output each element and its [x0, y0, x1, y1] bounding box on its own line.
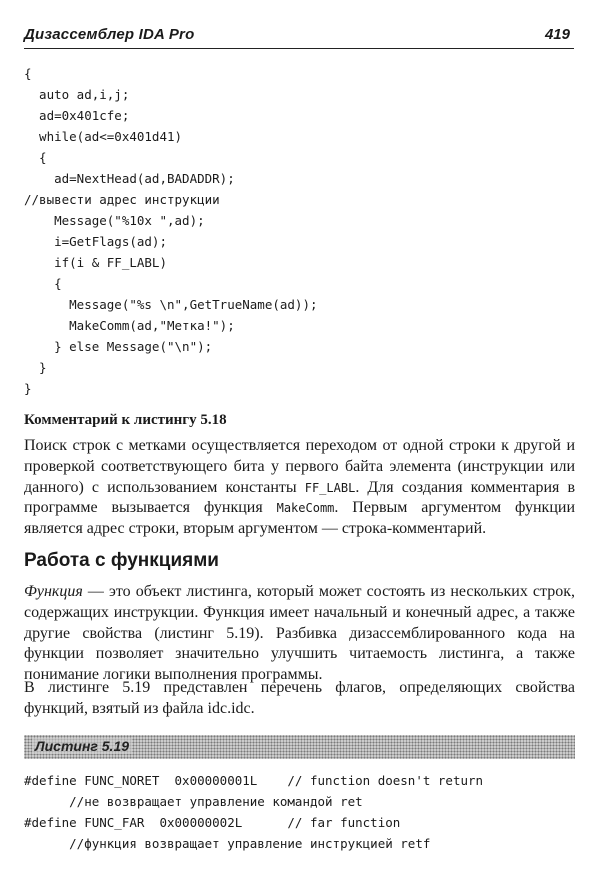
comment-text-3: . Первым аргументом функции является адрес строки, вторым аргументом — строка-комментарий.: [24, 499, 575, 538]
section-heading: Работа с функциями: [24, 550, 219, 571]
listing-label: Листинг 5.19: [32, 738, 132, 754]
inline-code-ff-labl: FF_LABL: [304, 480, 356, 495]
code-line: } else Message("\n");: [24, 339, 213, 354]
code-line: {: [24, 66, 32, 81]
functions-paragraph-1: [24, 582, 575, 686]
code-line: }: [24, 360, 47, 375]
code-line: i=GetFlags(ad);: [24, 234, 167, 249]
comment-text-1: Поиск строк с метками осуществляется переходом от одной строки к другой и проверкой соответствующего бита у первого байта элемента (инструкции или данного) с использованием константы: [24, 437, 575, 496]
term-function: Функция: [24, 583, 83, 600]
code-line: {: [24, 276, 62, 291]
code-line: //не возвращает управление командой ret: [24, 794, 363, 809]
functions-paragraph-2: В листинге 5.19 представлен перечень флагов, определяющих свойства функций, взятый из файла idc.idc.: [24, 679, 575, 717]
running-head: [24, 26, 574, 48]
code-line: //функция возвращает управление инструкцией retf: [24, 836, 431, 851]
code-line: MakeComm(ad,"Метка!");: [24, 318, 235, 333]
code-line: Message("%s \n",GetTrueName(ad));: [24, 297, 318, 312]
inline-code-makecomm: MakeComm: [276, 501, 335, 516]
code-line: {: [24, 150, 47, 165]
code-line: ad=0x401cfe;: [24, 108, 130, 123]
code-line: auto ad,i,j;: [24, 87, 130, 102]
code-line: while(ad<=0x401d41): [24, 129, 183, 144]
comment-paragraph: [24, 436, 575, 540]
functions-text-1: — это объект листинга, который может состоять из нескольких строк, содержащих инструкции. Функция имеет начальный и конечный адрес, а также другие свойства (листинг 5.19). Разбивка дизассемблированного кода на функции позволяет значительно улучшить читаемость листинга, а также понимание логики выполнения программы.: [24, 583, 575, 684]
code-line: ad=NextHead(ad,BADADDR);: [24, 171, 235, 186]
code-line: if(i & FF_LABL): [24, 255, 167, 270]
comment-text-2: . Для создания комментария в программе вызывается функция: [24, 478, 575, 517]
header-rule: [24, 48, 574, 49]
comment-heading: Комментарий к листингу 5.18: [24, 412, 227, 428]
running-head-title: Дизассемблер IDA Pro: [24, 26, 195, 43]
listing-header-bar: [24, 735, 575, 759]
code-line: #define FUNC_FAR 0x00000002L // far function: [24, 815, 401, 830]
code-line: //вывести адрес инструкции: [24, 192, 220, 207]
page-number: 419: [544, 26, 570, 43]
code-line: Message("%10x ",ad);: [24, 213, 205, 228]
code-line: #define FUNC_NORET 0x00000001L // function doesn't return: [24, 773, 484, 788]
code-line: }: [24, 381, 32, 396]
